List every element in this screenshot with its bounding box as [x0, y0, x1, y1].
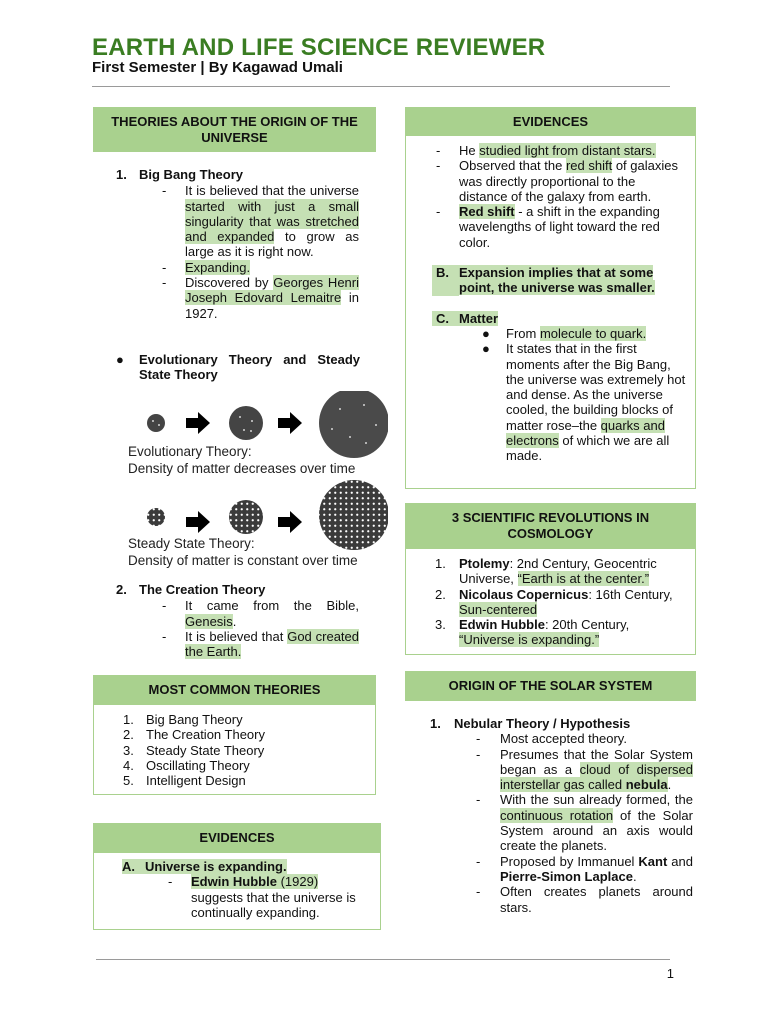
document-subtitle: First Semester | By Kagawad Umali	[92, 59, 343, 76]
header-divider	[92, 86, 670, 87]
figure-caption-evolutionary: Evolutionary Theory: Density of matter decreases over time	[128, 444, 356, 476]
nebular-bullet-2: Presumes that the Solar System began as a cloud of dispersed interstellar gas called nebula.	[500, 746, 693, 793]
creation-bullet-1: It came from the Bible, Genesis.	[185, 598, 359, 629]
big-bang-item: 1. Big Bang Theory - It is believed that the universe started with just a small singularity that was stretched and expanded to grow as large as it is right now. - Expanding. - Discovered by Georges Henri Joseph Edovard Lemaitre in 1927.	[116, 167, 359, 321]
list-number: 1.	[116, 167, 127, 182]
footer-divider	[96, 959, 670, 960]
theories-heading: THEORIES ABOUT THE ORIGIN OF THE UNIVERSE	[93, 107, 376, 152]
page-number: 1	[666, 966, 674, 981]
density-figure	[118, 391, 388, 571]
small-sphere-evolutionary	[147, 414, 165, 432]
solar-system-heading: ORIGIN OF THE SOLAR SYSTEM	[405, 671, 696, 701]
creation-item: 2. The Creation Theory - It came from the Bible, Genesis. - It is believed that God created the Earth.	[116, 582, 360, 660]
revolution-copernicus: Nicolaus Copernicus: 16th Century, Sun-centered	[459, 586, 673, 617]
evidence-b-title: Expansion implies that at some point, the universe was smaller.	[459, 265, 655, 296]
list-item: The Creation Theory	[146, 727, 265, 743]
creation-bullet-2: It is believed that God created the Earth.	[185, 628, 360, 660]
evidence-a-bullet: Edwin Hubble (1929) suggests that the universe is continually expanding.	[191, 874, 356, 920]
big-bang-bullet-3: Discovered by Georges Henri Joseph Edovard Lemaitre in 1927.	[185, 275, 359, 321]
revolution-hubble: Edwin Hubble: 20th Century, “Universe is expanding.”	[459, 617, 630, 648]
nebular-bullet-4: Proposed by Immanuel Kant and Pierre-Simon Laplace.	[500, 853, 693, 884]
arrow-icon	[186, 511, 210, 533]
big-bang-bullet-1: It is believed that the universe started with just a small singularity that was stretched and expanded to grow as large as it is right now.	[185, 183, 359, 260]
evidence-bullet-2: Observed that the red shift of galaxies was directly proportional to the distance of the galaxy from earth.	[459, 158, 678, 204]
big-bang-title: Big Bang Theory	[139, 167, 244, 182]
evidences-heading-right: EVIDENCES	[405, 107, 696, 136]
nebular-bullet-3: With the sun already formed, the continuous rotation of the Solar System around an axis would create the planets.	[500, 792, 693, 854]
medium-sphere-steady	[229, 500, 263, 534]
list-item: Intelligent Design	[146, 773, 246, 789]
big-bang-bullet-2: Expanding.	[185, 259, 251, 275]
figure-caption-steady: Steady State Theory: Density of matter is constant over time	[128, 536, 358, 568]
arrow-icon	[186, 412, 210, 434]
evidence-bullet-1: He studied light from distant stars.	[459, 143, 656, 158]
common-theories-list: 1. Big Bang Theory 2. The Creation Theory 3. Steady State Theory 4. Oscillating Theory 5. Intelligent Design	[123, 712, 265, 789]
creation-title: The Creation Theory	[139, 582, 266, 597]
arrow-icon	[278, 511, 302, 533]
list-item: Oscillating Theory	[146, 757, 250, 773]
small-sphere-steady	[147, 508, 165, 526]
matter-bullet-1: From molecule to quark.	[506, 325, 647, 341]
arrow-icon	[278, 412, 302, 434]
evidence-c-title: Matter	[459, 310, 499, 326]
document-title: EARTH AND LIFE SCIENCE REVIEWER	[92, 34, 546, 61]
bullet-dot: ●	[116, 352, 124, 367]
list-item: Steady State Theory	[146, 742, 265, 758]
revolution-ptolemy: Ptolemy: 2nd Century, Geocentric Universe, “Earth is at the center.”	[459, 556, 657, 587]
evidence-bullet-3: Red shift - a shift in the expanding wavelengths of light toward the red color.	[459, 204, 660, 250]
evidence-a-title: Universe is expanding.	[145, 859, 287, 874]
nebular-bullet-5: Often creates planets around stars.	[500, 884, 693, 915]
solar-system-content: 1. Nebular Theory / Hypothesis - Most accepted theory. - Presumes that the Solar System began as a cloud of dispersed interstellar gas called nebula. - With the sun already formed, the continuous rotation of the Solar System around an axis would create the planets. - Proposed by Immanuel Kant and Pierre-Simon Laplace. - Often creates planets around stars.	[430, 716, 693, 915]
revolutions-list: 1. Ptolemy: 2nd Century, Geocentric Universe, “Earth is at the center.” 2. Nicolaus Copernicus: 16th Century, Sun-centered 3. Edwin Hubble: 20th Century, “Universe is expanding.”	[435, 556, 685, 648]
matter-bullet-2: It states that in the first moments after the Big Bang, the universe was extremely hot and dense. As the universe cooled, the building blocks of matter rose–the quarks and electrons of which we are all made.	[506, 341, 686, 464]
evolutionary-steady-item: ● Evolutionary Theory and Steady State Theory	[116, 352, 360, 383]
revolutions-heading: 3 SCIENTIFIC REVOLUTIONS IN COSMOLOGY	[405, 503, 696, 549]
evidence-a: A. Universe is expanding. - Edwin Hubble (1929) suggests that the universe is continually expanding.	[122, 859, 374, 920]
nebular-title: Nebular Theory / Hypothesis	[454, 716, 631, 731]
evidences-heading-left: EVIDENCES	[93, 823, 381, 853]
medium-sphere-evolutionary	[229, 406, 263, 440]
evidences-content-right: - He studied light from distant stars. - Observed that the red shift of galaxies was directly proportional to the distance of the galaxy from earth. - Red shift - a shift in the expanding wavelengths of light toward the red color. B. Expansion implies that at some point, the universe was smaller. C. Matter ● From molecule to quark. ● It states that in the first moments after the Big Bang, the universe was extremely hot and dense. As the universe cooled, the building blocks of matter rose–the quarks and electrons of which we are all made.	[432, 143, 688, 464]
list-item: Big Bang Theory	[146, 712, 243, 727]
nebular-bullet-1: Most accepted theory.	[500, 731, 627, 747]
common-theories-heading: MOST COMMON THEORIES	[93, 675, 376, 705]
